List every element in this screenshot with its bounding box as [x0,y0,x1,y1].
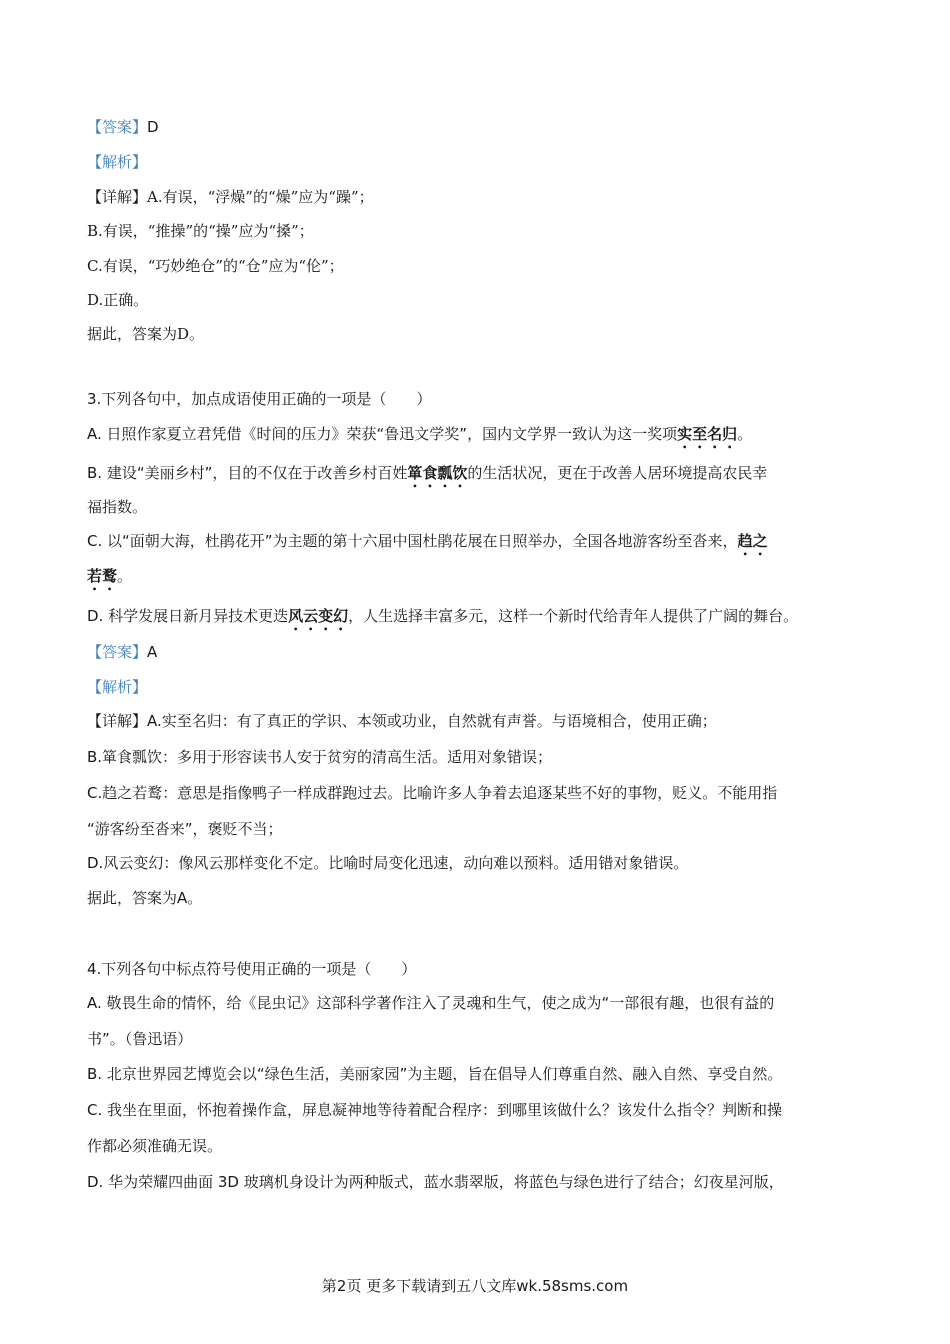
q3-a-end: 。 [737,425,753,443]
detail-tag: 【详解】 [87,188,148,206]
q3-detail-a-text: A.实至名归：有了真正的学识、本领或功业，自然就有声誉。与语境相合，使用正确； [147,712,717,730]
q3-option-b-cont: 福指数。 [87,498,148,516]
q2-line-b: B.有误，“推操”的“操”应为“搡”； [87,222,314,240]
analysis-tag: 【解析】 [87,153,148,171]
q4-option-a: A. 敬畏生命的情怀，给《昆虫记》这部科学著作注入了灵魂和生气，使之成为“一部很有趣，也很有益的 [87,994,775,1012]
q2-line-c: C.有误，“巧妙绝仓”的“仓”应为“伦”； [87,257,344,275]
q2-detail-line [87,186,374,207]
q3-answer-line [87,641,157,662]
q3-detail-b: B.箪食瓢饮：多用于形容读书人安于贫穷的清高生活。适用对象错误； [87,748,553,766]
q3-option-a [87,423,752,452]
dotted-idiom: 趋之 [737,532,768,550]
answer-tag: 【答案】 [87,118,148,136]
q4-option-a-cont: 书”。（鲁迅语） [87,1030,193,1048]
q3-d-text: D. 科学发展日新月异技术更迭 [87,607,289,625]
q3-a-text: A. 日照作家夏立君凭借《时间的压力》荣获“鲁迅文学奖”，国内文学界一致认为这一奖项 [87,425,678,443]
dotted-idiom: 若鹜 [87,567,118,585]
q3-detail-d: D.风云变幻：像风云那样变化不定。比喻时局变化迅速，动向难以预料。适用错对象错误。 [87,854,689,872]
q4-option-d: D. 华为荣耀四曲面 3D 玻璃机身设计为两种版式，蓝水翡翠版，将蓝色与绿色进行了结合；幻夜星河版， [87,1173,784,1191]
q4-option-c: C. 我坐在里面，怀抱着操作盒，屏息凝神地等待着配合程序：到哪里该做什么？该发什么指令？判断和操 [87,1101,783,1119]
q3-option-d [87,605,798,634]
q3-detail-c-cont: “游客纷至沓来”，褒贬不当； [87,820,283,838]
q3-question: 3.下列各句中，加点成语使用正确的一项是（ ） [87,390,432,408]
analysis-tag: 【解析】 [87,678,148,696]
answer-value: A [147,643,158,661]
detail-tag: 【详解】 [87,712,148,730]
q2-conclusion: 据此，答案为D。 [87,325,205,343]
page-footer [0,1275,950,1296]
q3-option-c-cont [87,565,132,594]
answer-value: D [147,118,159,136]
q4-question: 4.下列各句中标点符号使用正确的一项是（ ） [87,960,417,978]
q2-detail-text: A.有误，“浮燥”的“燥”应为“躁”； [147,188,374,206]
q3-c-end: 。 [117,567,133,585]
page-number: 2 [336,1277,347,1295]
footer-text: 页 更多下载请到五八文库 [346,1277,517,1295]
q3-option-b [87,462,767,491]
q3-b-text2: 的生活状况，更在于改善人居环境提高农民幸 [467,464,768,482]
footer-site-link[interactable]: wk.58sms.com [516,1277,629,1295]
q4-option-b: B. 北京世界园艺博览会以“绿色生活，美丽家园”为主题，旨在倡导人们尊重自然、融入自然、享受自然。 [87,1065,783,1083]
q3-conclusion: 据此，答案为A。 [87,889,203,907]
q3-b-text: B. 建设“美丽乡村”，目的不仅在于改善乡村百姓 [87,464,408,482]
q3-detail-a [87,710,717,731]
q2-line-d: D.正确。 [87,291,149,309]
q2-answer-line [87,116,159,137]
q3-c-text: C. 以“面朝大海，杜鹃花开”为主题的第十六届中国杜鹃花展在日照举办，全国各地游客纷至沓来， [87,532,738,550]
q3-option-c [87,530,768,559]
q3-detail-c: C.趋之若鹜：意思是指像鸭子一样成群跑过去。比喻许多人争着去追逐某些不好的事物，贬义。不能用指 [87,784,778,802]
q4-option-c-cont: 作都必须准确无误。 [87,1137,223,1155]
dotted-idiom: 风云变幻 [288,607,349,625]
dotted-idiom: 实至名归 [677,425,738,443]
footer-prefix: 第 [321,1277,337,1295]
dotted-idiom: 箪食瓢饮 [407,464,468,482]
q3-d-text2: ，人生选择丰富多元，这样一个新时代给青年人提供了广阔的舞台。 [348,607,799,625]
answer-tag: 【答案】 [87,643,148,661]
